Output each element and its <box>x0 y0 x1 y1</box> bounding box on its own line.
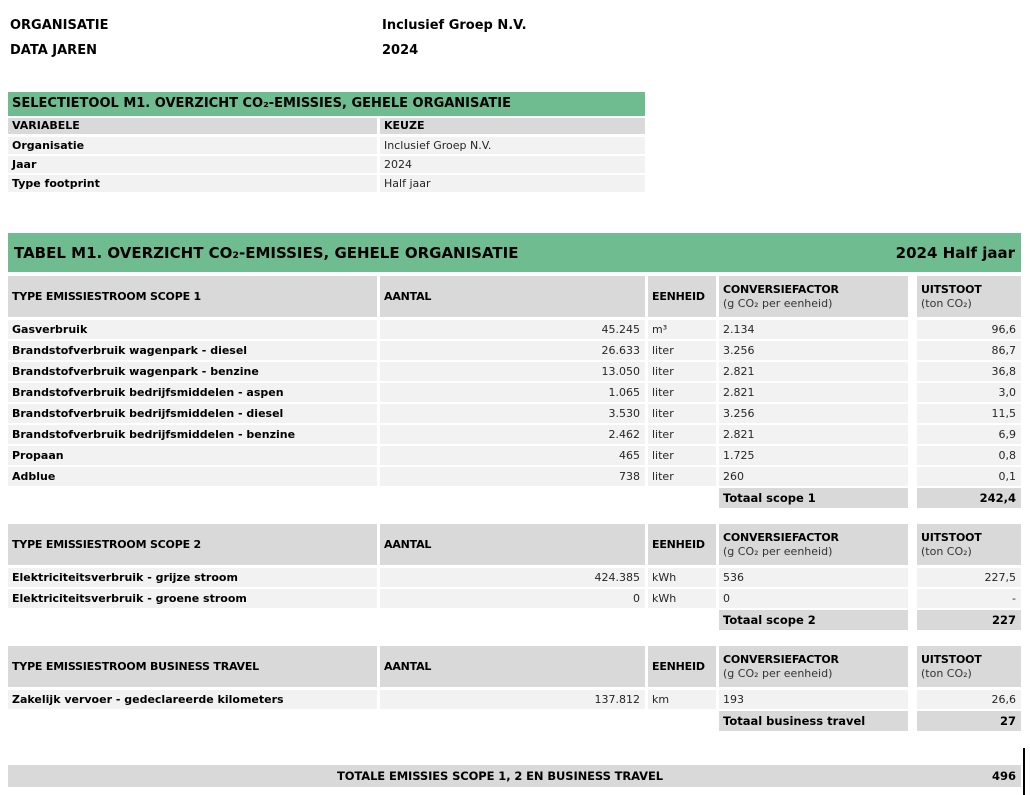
report-header-value: 2024 <box>382 43 419 58</box>
section-rows <box>8 690 1021 709</box>
emission-value: 26,6 <box>917 690 1021 709</box>
amount-value: 13.050 <box>380 362 645 381</box>
conversion-header-title: CONVERSIEFACTOR <box>723 652 839 666</box>
emission-row <box>8 589 1021 608</box>
selection-variable-label: Type footprint <box>8 175 377 192</box>
amount-value: 137.812 <box>380 690 645 709</box>
emission-value: 36,8 <box>917 362 1021 381</box>
conversion-header-subtitle: (g CO₂ per eenheid) <box>723 666 833 680</box>
table-title-band <box>8 233 1021 272</box>
emissions-section <box>8 276 1021 508</box>
table-sections <box>8 276 1021 731</box>
emission-row <box>8 404 1021 423</box>
section-rows <box>8 568 1021 608</box>
emission-row <box>8 383 1021 402</box>
emission-header-title: UITSTOOT <box>921 652 982 666</box>
conversion-factor-value: 3.256 <box>719 341 908 360</box>
emission-stream-label: Brandstofverbruik bedrijfsmiddelen - diesel <box>8 404 377 423</box>
emission-header-title: UITSTOOT <box>921 282 982 296</box>
emission-column-header <box>917 646 1021 687</box>
section-total-row <box>8 488 1021 508</box>
section-total-row <box>8 711 1021 731</box>
amount-value: 1.065 <box>380 383 645 402</box>
emission-value: - <box>917 589 1021 608</box>
emission-row <box>8 362 1021 381</box>
section-total-row <box>8 610 1021 630</box>
conversion-factor-value: 2.821 <box>719 362 908 381</box>
table-period: 2024 Half jaar <box>895 243 1015 262</box>
emission-stream-label: Propaan <box>8 446 377 465</box>
emission-header-subtitle: (ton CO₂) <box>921 544 972 558</box>
emission-stream-label: Brandstofverbruik wagenpark - diesel <box>8 341 377 360</box>
amount-value: 465 <box>380 446 645 465</box>
selection-tool-title: SELECTIETOOL M1. OVERZICHT CO₂-EMISSIES, GEHELE ORGANISATIE <box>8 92 645 116</box>
amount-value: 0 <box>380 589 645 608</box>
emission-stream-label: Brandstofverbruik bedrijfsmiddelen - aspen <box>8 383 377 402</box>
selection-tool-rows <box>8 137 645 192</box>
selection-row <box>8 175 645 192</box>
emissions-table <box>8 233 1021 731</box>
variable-column-header: VARIABELE <box>8 118 377 134</box>
selection-variable-label: Organisatie <box>8 137 377 154</box>
unit-value: km <box>648 690 716 709</box>
conversion-factor-value: 260 <box>719 467 908 486</box>
section-total-label: Totaal scope 2 <box>719 610 908 630</box>
section-total-value: 227 <box>917 610 1021 630</box>
unit-value: liter <box>648 425 716 444</box>
type-column-header: TYPE EMISSIESTROOM SCOPE 1 <box>8 276 377 317</box>
type-column-header: TYPE EMISSIESTROOM SCOPE 2 <box>8 524 377 565</box>
conversion-factor-value: 193 <box>719 690 908 709</box>
emission-value: 0,8 <box>917 446 1021 465</box>
emission-row <box>8 467 1021 486</box>
conversion-column-header <box>719 276 908 317</box>
selection-tool-header-row <box>8 118 645 134</box>
conversion-factor-value: 2.134 <box>719 320 908 339</box>
section-total-label: Totaal scope 1 <box>719 488 908 508</box>
emission-stream-label: Elektriciteitsverbruik - groene stroom <box>8 589 377 608</box>
emission-stream-label: Gasverbruik <box>8 320 377 339</box>
emission-stream-label: Brandstofverbruik bedrijfsmiddelen - benzine <box>8 425 377 444</box>
emission-stream-label: Adblue <box>8 467 377 486</box>
amount-value: 738 <box>380 467 645 486</box>
amount-value: 45.245 <box>380 320 645 339</box>
selection-choice-value[interactable]: Half jaar <box>380 175 645 192</box>
conversion-factor-value: 3.256 <box>719 404 908 423</box>
selection-choice-value[interactable]: Inclusief Groep N.V. <box>380 137 645 154</box>
amount-column-header: AANTAL <box>380 646 645 687</box>
conversion-column-header <box>719 524 908 565</box>
emission-row <box>8 425 1021 444</box>
report-header-label: ORGANISATIE <box>10 18 109 33</box>
emission-value: 6,9 <box>917 425 1021 444</box>
grand-total-label: TOTALE EMISSIES SCOPE 1, 2 EN BUSINESS TRAVEL <box>337 769 663 783</box>
emission-value: 3,0 <box>917 383 1021 402</box>
emission-column-header <box>917 276 1021 317</box>
emission-row <box>8 341 1021 360</box>
unit-value: liter <box>648 341 716 360</box>
conversion-column-header <box>719 646 908 687</box>
amount-value: 3.530 <box>380 404 645 423</box>
selection-variable-label: Jaar <box>8 156 377 173</box>
emission-header-subtitle: (ton CO₂) <box>921 296 972 310</box>
emission-value: 227,5 <box>917 568 1021 587</box>
type-column-header: TYPE EMISSIESTROOM BUSINESS TRAVEL <box>8 646 377 687</box>
section-header-row <box>8 276 1021 317</box>
emission-value: 11,5 <box>917 404 1021 423</box>
emission-value: 0,1 <box>917 467 1021 486</box>
report-header <box>10 16 527 61</box>
emission-stream-label: Zakelijk vervoer - gedeclareerde kilometers <box>8 690 377 709</box>
section-total-label: Totaal business travel <box>719 711 908 731</box>
unit-value: kWh <box>648 568 716 587</box>
amount-value: 2.462 <box>380 425 645 444</box>
unit-column-header: EENHEID <box>648 646 716 687</box>
table-title: TABEL M1. OVERZICHT CO₂-EMISSIES, GEHELE ORGANISATIE <box>14 243 519 262</box>
selection-row <box>8 156 645 173</box>
selection-row <box>8 137 645 154</box>
section-header-row <box>8 524 1021 565</box>
conversion-factor-value: 2.821 <box>719 383 908 402</box>
unit-column-header: EENHEID <box>648 276 716 317</box>
emission-stream-label: Elektriciteitsverbruik - grijze stroom <box>8 568 377 587</box>
conversion-header-subtitle: (g CO₂ per eenheid) <box>723 296 833 310</box>
unit-value: liter <box>648 362 716 381</box>
selection-choice-value[interactable]: 2024 <box>380 156 645 173</box>
emission-row <box>8 568 1021 587</box>
unit-value: liter <box>648 467 716 486</box>
emission-column-header <box>917 524 1021 565</box>
emissions-section <box>8 524 1021 630</box>
unit-value: m³ <box>648 320 716 339</box>
selection-tool <box>8 92 645 194</box>
unit-value: liter <box>648 383 716 402</box>
grand-total-bar <box>8 765 1021 787</box>
unit-value: liter <box>648 446 716 465</box>
unit-value: liter <box>648 404 716 423</box>
unit-value: kWh <box>648 589 716 608</box>
section-header-row <box>8 646 1021 687</box>
choice-column-header: KEUZE <box>380 118 645 134</box>
emissions-section <box>8 646 1021 731</box>
emission-stream-label: Brandstofverbruik wagenpark - benzine <box>8 362 377 381</box>
conversion-header-subtitle: (g CO₂ per eenheid) <box>723 544 833 558</box>
emission-header-title: UITSTOOT <box>921 530 982 544</box>
amount-value: 26.633 <box>380 341 645 360</box>
emission-value: 96,6 <box>917 320 1021 339</box>
section-total-value: 242,4 <box>917 488 1021 508</box>
emission-row <box>8 446 1021 465</box>
emission-row <box>8 690 1021 709</box>
page-break-line <box>1023 748 1025 795</box>
emission-value: 86,7 <box>917 341 1021 360</box>
conversion-factor-value: 1.725 <box>719 446 908 465</box>
report-header-value: Inclusief Groep N.V. <box>382 18 527 33</box>
conversion-header-title: CONVERSIEFACTOR <box>723 282 839 296</box>
emission-row <box>8 320 1021 339</box>
conversion-factor-value: 2.821 <box>719 425 908 444</box>
report-header-label: DATA JAREN <box>10 43 97 58</box>
amount-column-header: AANTAL <box>380 276 645 317</box>
conversion-factor-value: 0 <box>719 589 908 608</box>
conversion-header-title: CONVERSIEFACTOR <box>723 530 839 544</box>
unit-column-header: EENHEID <box>648 524 716 565</box>
conversion-factor-value: 536 <box>719 568 908 587</box>
grand-total-value: 496 <box>991 769 1016 783</box>
emission-header-subtitle: (ton CO₂) <box>921 666 972 680</box>
section-rows <box>8 320 1021 486</box>
section-total-value: 27 <box>917 711 1021 731</box>
amount-column-header: AANTAL <box>380 524 645 565</box>
amount-value: 424.385 <box>380 568 645 587</box>
